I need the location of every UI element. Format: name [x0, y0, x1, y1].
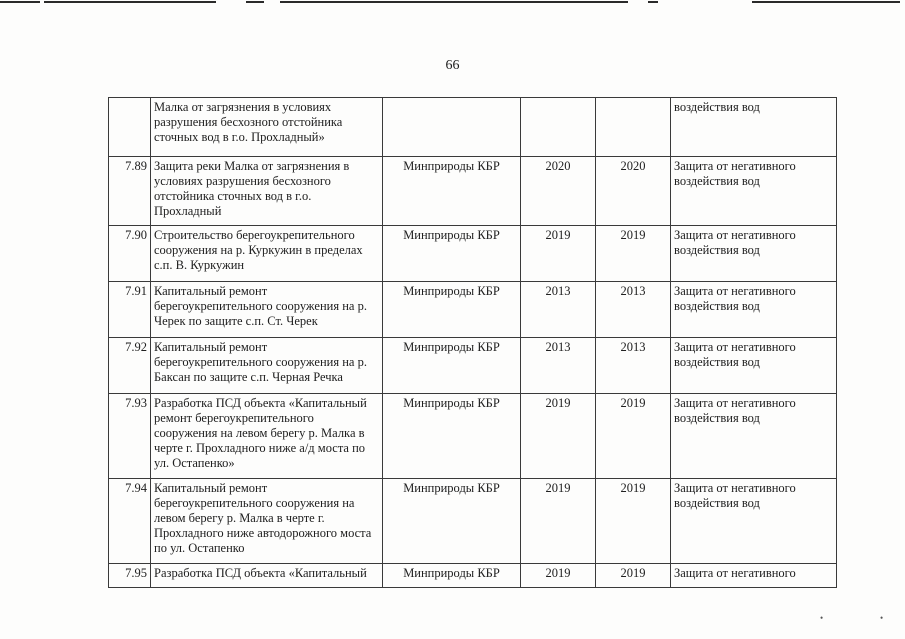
- row-number-cell: 7.95: [109, 564, 151, 588]
- row-number-cell: 7.90: [109, 226, 151, 282]
- table-body: [109, 98, 837, 588]
- table-row: [109, 226, 837, 282]
- start-year-cell: 2019: [521, 226, 596, 282]
- responsible-org-cell: Минприроды КБР: [383, 564, 521, 588]
- measure-name-cell: Разработка ПСД объекта «Капитальный: [151, 564, 383, 588]
- scan-artifact-line: [752, 1, 900, 3]
- start-year-cell: 2019: [521, 394, 596, 479]
- table-row: [109, 338, 837, 394]
- expected-result-cell: Защита от негативного воздействия вод: [671, 479, 837, 564]
- end-year-cell: 2019: [596, 479, 671, 564]
- measure-name-cell: Разработка ПСД объекта «Капитальный ремонт берегоукрепительного сооружения на левом берегу р. Малка в черте г. Прохладного ниже а/д моста по ул. Остапенко»: [151, 394, 383, 479]
- table-row: [109, 282, 837, 338]
- expected-result-cell: Защита от негативного воздействия вод: [671, 338, 837, 394]
- start-year-cell: 2013: [521, 338, 596, 394]
- responsible-org-cell: Минприроды КБР: [383, 394, 521, 479]
- row-number-cell: [109, 98, 151, 157]
- scan-artifact-line: [44, 1, 216, 3]
- expected-result-cell: Защита от негативного: [671, 564, 837, 588]
- end-year-cell: 2019: [596, 394, 671, 479]
- program-table: [108, 97, 837, 588]
- start-year-cell: 2020: [521, 157, 596, 226]
- end-year-cell: 2013: [596, 338, 671, 394]
- measure-name-cell: Капитальный ремонт берегоукрепительного сооружения на левом берегу р. Малка в черте г. Прохладного ниже автодорожного моста по ул. Остапенко: [151, 479, 383, 564]
- responsible-org-cell: Минприроды КБР: [383, 479, 521, 564]
- expected-result-cell: Защита от негативного воздействия вод: [671, 282, 837, 338]
- scan-artifact-line: [0, 1, 40, 3]
- row-number-cell: 7.94: [109, 479, 151, 564]
- start-year-cell: 2019: [521, 564, 596, 588]
- row-number-cell: 7.93: [109, 394, 151, 479]
- expected-result-cell: Защита от негативного воздействия вод: [671, 157, 837, 226]
- responsible-org-cell: [383, 98, 521, 157]
- scan-artifact-line: [648, 1, 658, 3]
- scan-artifact-line: [246, 1, 264, 3]
- table-row: [109, 479, 837, 564]
- measure-name-cell: Капитальный ремонт берегоукрепительного сооружения на р. Баксан по защите с.п. Черная Речка: [151, 338, 383, 394]
- table-row: [109, 157, 837, 226]
- end-year-cell: 2020: [596, 157, 671, 226]
- page-number: 66: [445, 58, 460, 73]
- responsible-org-cell: Минприроды КБР: [383, 282, 521, 338]
- measure-name-cell: Защита реки Малка от загрязнения в условиях разрушения бесхозного отстойника сточных вод в г.о. Прохладный: [151, 157, 383, 226]
- expected-result-cell: Защита от негативного воздействия вод: [671, 226, 837, 282]
- end-year-cell: 2019: [596, 226, 671, 282]
- measure-name-cell: Строительство берегоукрепительного сооружения на р. Куркужин в пределах с.п. В. Куркужин: [151, 226, 383, 282]
- scan-artifact-dot: •: [880, 613, 884, 623]
- start-year-cell: [521, 98, 596, 157]
- table-row: [109, 394, 837, 479]
- start-year-cell: 2013: [521, 282, 596, 338]
- table-row: [109, 564, 837, 588]
- table-row: [109, 98, 837, 157]
- measure-name-cell: Капитальный ремонт берегоукрепительного сооружения на р. Черек по защите с.п. Ст. Черек: [151, 282, 383, 338]
- expected-result-cell: Защита от негативного воздействия вод: [671, 394, 837, 479]
- end-year-cell: 2019: [596, 564, 671, 588]
- expected-result-cell: воздействия вод: [671, 98, 837, 157]
- responsible-org-cell: Минприроды КБР: [383, 226, 521, 282]
- row-number-cell: 7.89: [109, 157, 151, 226]
- scan-artifact-line: [280, 1, 628, 3]
- end-year-cell: [596, 98, 671, 157]
- row-number-cell: 7.92: [109, 338, 151, 394]
- row-number-cell: 7.91: [109, 282, 151, 338]
- responsible-org-cell: Минприроды КБР: [383, 338, 521, 394]
- start-year-cell: 2019: [521, 479, 596, 564]
- measure-name-cell: Малка от загрязнения в условиях разрушения бесхозного отстойника сточных вод в г.о. Прохладный»: [151, 98, 383, 157]
- scan-artifact-dot: •: [820, 613, 824, 623]
- responsible-org-cell: Минприроды КБР: [383, 157, 521, 226]
- end-year-cell: 2013: [596, 282, 671, 338]
